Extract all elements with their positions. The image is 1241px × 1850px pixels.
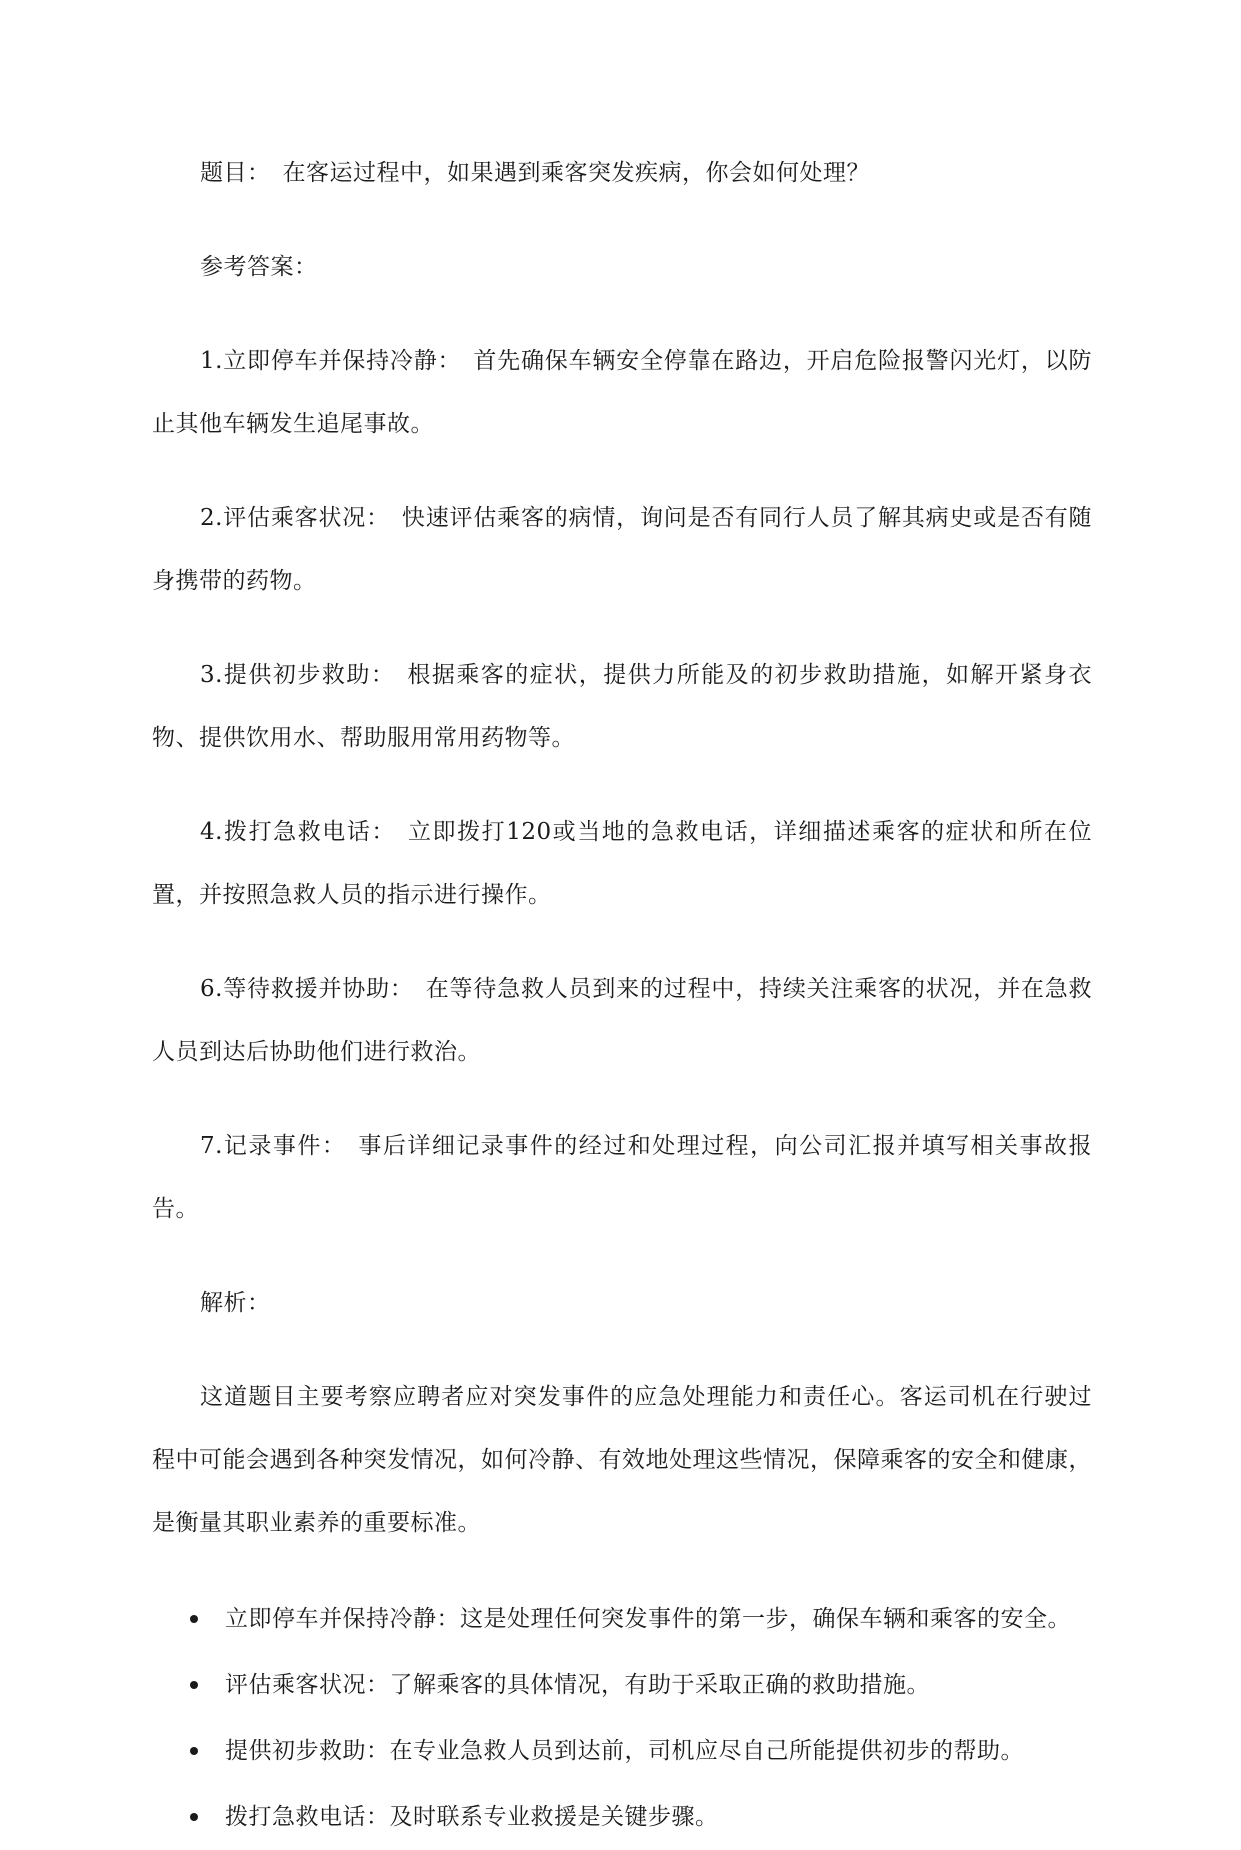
analysis-heading: 解析：	[200, 1290, 271, 1316]
step-label: 2.评估乘客状况：	[200, 505, 390, 531]
step-label: 3.提供初步救助：	[200, 662, 396, 688]
step-text: 快速评估乘客的病情，询问是否有同行人员了解其病史或是否有随身携带的药物。	[152, 505, 1092, 594]
analysis-paragraph: 这道题目主要考察应聘者应对突发事件的应急处理能力和责任心。客运司机在行驶过程中可能会遇到各种突发情况，如何冷静、有效地处理这些情况，保障乘客的安全和健康，是衡量其职业素养的重要标准。	[152, 1384, 1092, 1536]
step-text: 在等待急救人员到来的过程中，持续关注乘客的状况，并在急救人员到达后协助他们进行救治。	[152, 976, 1093, 1065]
step-paragraph	[152, 1115, 1092, 1241]
bullet-icon	[190, 1615, 198, 1623]
list-item	[152, 1784, 1092, 1850]
step-label: 4.拨打急救电话：	[200, 819, 396, 845]
step-paragraph	[152, 487, 1092, 613]
step-paragraph	[152, 330, 1092, 456]
list-item-text: 提供初步救助：在专业急救人员到达前，司机应尽自己所能提供初步的帮助。	[225, 1738, 1024, 1764]
list-item-text: 拨打急救电话：及时联系专业救援是关键步骤。	[225, 1804, 719, 1830]
step-text: 根据乘客的症状，提供力所能及的初步救助措施，如解开紧身衣物、提供饮用水、帮助服用常用药物等。	[152, 662, 1092, 751]
step-text: 立即拨打120或当地的急救电话，详细描述乘客的症状和所在位置，并按照急救人员的指示进行操作。	[152, 819, 1092, 908]
question-paragraph	[152, 142, 1092, 205]
step-label: 6.等待救援并协助：	[200, 976, 414, 1002]
answer-heading: 参考答案：	[200, 254, 318, 280]
step-label: 1.立即停车并保持冷静：	[200, 348, 462, 374]
question-text: 在客运过程中，如果遇到乘客突发疾病，你会如何处理？	[282, 160, 870, 186]
step-text: 首先确保车辆安全停靠在路边，开启危险报警闪光灯，以防止其他车辆发生追尾事故。	[152, 348, 1092, 437]
list-item-text: 立即停车并保持冷静：这是处理任何突发事件的第一步，确保车辆和乘客的安全。	[225, 1606, 1071, 1632]
list-item-text: 评估乘客状况：了解乘客的具体情况，有助于采取正确的救助措施。	[225, 1672, 930, 1698]
step-text: 事后详细记录事件的经过和处理过程，向公司汇报并填写相关事故报告。	[152, 1133, 1092, 1222]
step-label: 7.记录事件：	[200, 1133, 347, 1159]
step-paragraph	[152, 801, 1092, 927]
step-paragraph	[152, 958, 1092, 1084]
question-label: 题目：	[200, 160, 271, 186]
bullet-icon	[190, 1813, 198, 1821]
list-item	[152, 1652, 1092, 1718]
list-item	[152, 1586, 1092, 1652]
step-paragraph	[152, 644, 1092, 770]
key-points-list	[152, 1586, 1092, 1850]
bullet-icon	[190, 1681, 198, 1689]
list-item	[152, 1718, 1092, 1784]
document-body	[152, 142, 1092, 1850]
